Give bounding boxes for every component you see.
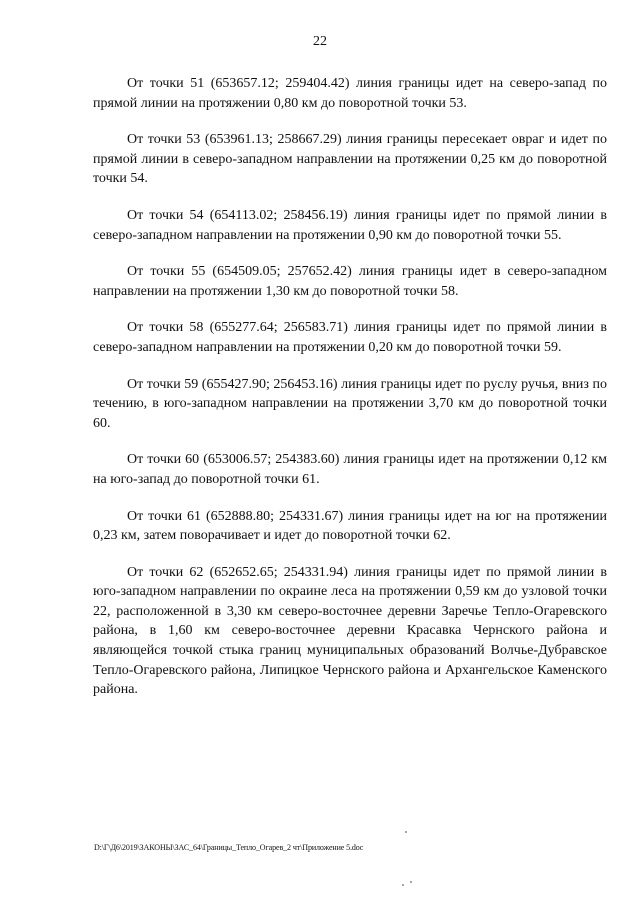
page-number: 22 xyxy=(313,34,327,49)
paragraph-point-51: От точки 51 (653657.12; 259404.42) линия границы идет на северо-запад по прямой линии на протяжении 0,80 км до поворотной точки 53. xyxy=(93,76,607,111)
scan-speck xyxy=(405,831,407,833)
paragraph-point-62: От точки 62 (652652.65; 254331.94) линия границы идет по прямой линии в юго-западном направлении по окраине леса на протяжении 0,59 км до узловой точки 22, расположенной в 3,30 км северо-восточнее деревни Заречье Тепло-Огаревского района, в 1,60 км северо-восточнее деревни Красавка Чернского района и являющейся точкой стыка границ муниципальных образований Волчье-Дубравское Тепло-Огаревского района, Липицкое Чернского района и Архангельское Каменского района. xyxy=(93,564,607,698)
paragraph-point-53: От точки 53 (653961.13; 258667.29) линия границы пересекает овраг и идет по прямой линии в северо-западном направлении на протяжении 0,25 км до поворотной точки 54. xyxy=(93,132,607,187)
paragraph-point-61: От точки 61 (652888.80; 254331.67) линия границы идет на юг на протяжении 0,23 км, затем поворачивает и идет до поворотной точки 62. xyxy=(93,508,607,544)
footer-file-path: D:\Г\Д6\2019\ЗАКОНЫ\ЗАС_64\Границы_Тепло_Огарев_2 чт\Приложение 5.doc xyxy=(94,843,364,852)
paragraph-point-55: От точки 55 (654509.05; 257652.42) линия границы идет в северо-западном направлении на протяжении 1,30 км до поворотной точки 58. xyxy=(93,264,607,299)
paragraph-point-58: От точки 58 (655277.64; 256583.71) линия границы идет по прямой линии в северо-западном направлении на протяжении 0,20 км до поворотной точки 59. xyxy=(93,320,607,355)
paragraph-point-60: От точки 60 (653006.57; 254383.60) линия границы идет на протяжении 0,12 км на юго-запад до поворотной точки 61. xyxy=(93,452,607,487)
scan-speck xyxy=(410,881,412,883)
scan-speck xyxy=(402,884,404,886)
paragraph-point-54: От точки 54 (654113.02; 258456.19) линия границы идет по прямой линии в северо-западном направлении на протяжении 0,90 км до поворотной точки 55. xyxy=(93,207,607,243)
paragraph-point-59: От точки 59 (655427.90; 256453.16) линия границы идет по руслу ручья, вниз по течению, в юго-западном направлении на протяжении 3,70 км до поворотной точки 60. xyxy=(93,376,607,431)
document-body xyxy=(93,74,607,717)
